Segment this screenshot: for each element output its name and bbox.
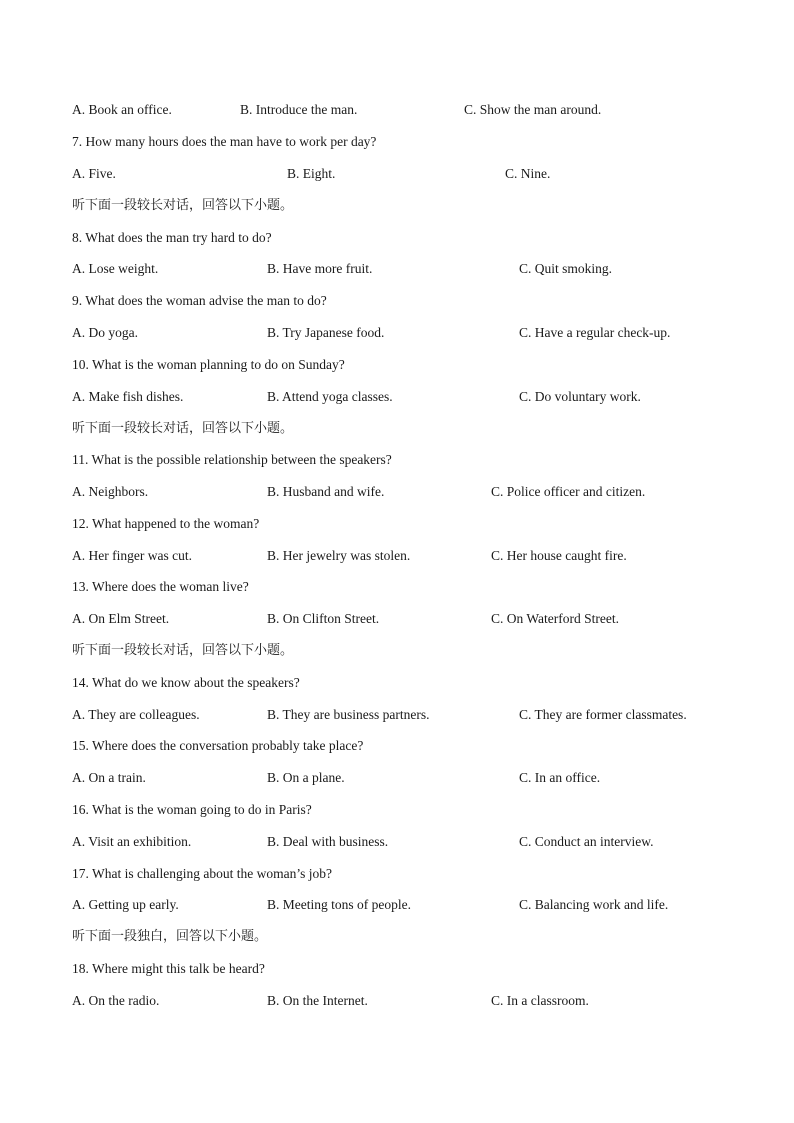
option-b: B. Deal with business. [267,834,389,849]
question-15: 15. Where does the conversation probably take place? [72,738,364,753]
question-13: 13. Where does the woman live? [72,579,249,594]
question-10: 10. What is the woman planning to do on Sunday? [72,357,345,372]
option-a: A. Make fish dishes. [72,389,184,404]
section-instruction: 听下面一段较长对话，回答以下小题。 [72,643,294,658]
option-a: A. Book an office. [72,102,172,117]
option-c: C. Police officer and citizen. [491,484,646,499]
option-c: C. Do voluntary work. [519,389,641,404]
option-c: C. Conduct an interview. [519,834,654,849]
option-c: C. In an office. [519,770,601,785]
option-a: A. On Elm Street. [72,611,170,626]
option-b: B. Introduce the man. [240,102,358,117]
option-a: A. Lose weight. [72,261,159,276]
question-7: 7. How many hours does the man have to work per day? [72,134,377,149]
option-a: A. They are colleagues. [72,707,200,722]
question-11: 11. What is the possible relationship between the speakers? [72,452,392,467]
question-17: 17. What is challenging about the woman’s job? [72,866,332,881]
option-c: C. Her house caught fire. [491,548,627,563]
option-b: B. Her jewelry was stolen. [267,548,411,563]
option-b: B. On Clifton Street. [267,611,380,626]
question-8: 8. What does the man try hard to do? [72,230,272,245]
option-b: B. On the Internet. [267,993,368,1008]
option-c: C. On Waterford Street. [491,611,620,626]
option-a: A. On the radio. [72,993,160,1008]
option-c: C. Have a regular check-up. [519,325,671,340]
option-c: C. They are former classmates. [519,707,687,722]
option-b: B. Meeting tons of people. [267,897,411,912]
option-c: C. Balancing work and life. [519,897,669,912]
option-c: C. Nine. [505,166,551,181]
option-a: A. On a train. [72,770,146,785]
question-16: 16. What is the woman going to do in Paris? [72,802,312,817]
question-18: 18. Where might this talk be heard? [72,961,265,976]
option-b: B. Have more fruit. [267,261,373,276]
option-a: A. Getting up early. [72,897,179,912]
section-instruction: 听下面一段独白，回答以下小题。 [72,929,268,944]
question-9: 9. What does the woman advise the man to do? [72,293,327,308]
option-b: B. They are business partners. [267,707,430,722]
option-c: C. In a classroom. [491,993,589,1008]
option-a: A. Neighbors. [72,484,149,499]
option-a: A. Her finger was cut. [72,548,192,563]
option-b: B. Husband and wife. [267,484,385,499]
section-instruction: 听下面一段较长对话，回答以下小题。 [72,421,294,436]
option-a: A. Five. [72,166,116,181]
option-b: B. Try Japanese food. [267,325,385,340]
section-instruction: 听下面一段较长对话，回答以下小题。 [72,198,294,213]
question-14: 14. What do we know about the speakers? [72,675,300,690]
option-b: B. On a plane. [267,770,345,785]
option-a: A. Visit an exhibition. [72,834,192,849]
option-b: B. Eight. [287,166,336,181]
option-c: C. Show the man around. [464,102,602,117]
option-c: C. Quit smoking. [519,261,613,276]
option-a: A. Do yoga. [72,325,138,340]
option-b: B. Attend yoga classes. [267,389,393,404]
question-12: 12. What happened to the woman? [72,516,260,531]
